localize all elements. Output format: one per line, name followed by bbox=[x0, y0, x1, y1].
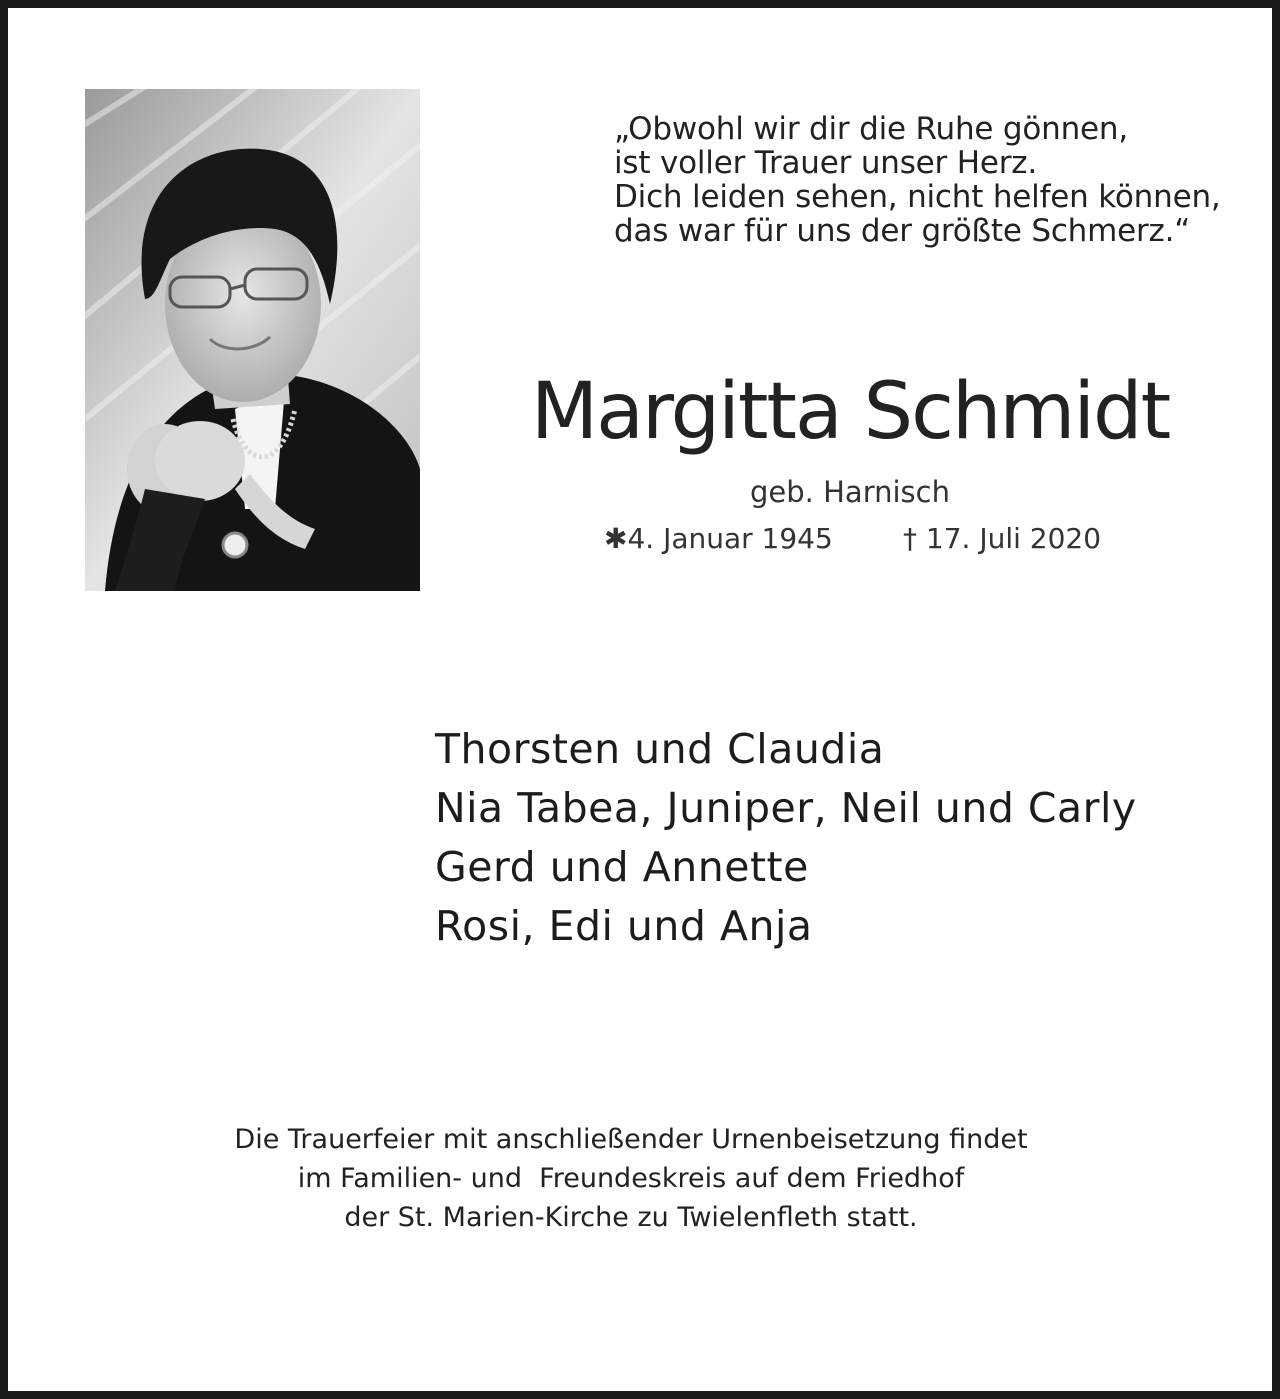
birth-date: ✱4. Januar 1945 bbox=[604, 522, 833, 555]
deceased-name: Margitta Schmidt bbox=[530, 367, 1170, 457]
memorial-quote bbox=[614, 112, 1254, 248]
maiden-name: geb. Harnisch bbox=[750, 475, 950, 509]
notice-line: der St. Marien-Kirche zu Twielenfleth statt. bbox=[344, 1202, 918, 1233]
mourners-list bbox=[435, 720, 1137, 956]
mourner-line: Gerd und Annette bbox=[435, 843, 809, 891]
notice-line: im Familien- und Freundeskreis auf dem Friedhof bbox=[297, 1163, 965, 1194]
funeral-notice bbox=[200, 1120, 1062, 1237]
death-date: † 17. Juli 2020 bbox=[903, 522, 1102, 555]
quote-line: Dich leiden sehen, nicht helfen können, bbox=[614, 179, 1221, 215]
mourner-line: Rosi, Edi und Anja bbox=[435, 902, 813, 950]
mourner-line: Thorsten und Claudia bbox=[435, 725, 885, 773]
quote-line: ist voller Trauer unser Herz. bbox=[614, 145, 1037, 181]
mourner-line: Nia Tabea, Juniper, Neil und Carly bbox=[435, 784, 1137, 832]
notice-line: Die Trauerfeier mit anschließender Urnenbeisetzung findet bbox=[234, 1124, 1028, 1155]
quote-line: „Obwohl wir dir die Ruhe gönnen, bbox=[614, 111, 1129, 147]
quote-line: das war für uns der größte Schmerz.“ bbox=[614, 213, 1191, 249]
portrait-photo bbox=[85, 89, 420, 591]
